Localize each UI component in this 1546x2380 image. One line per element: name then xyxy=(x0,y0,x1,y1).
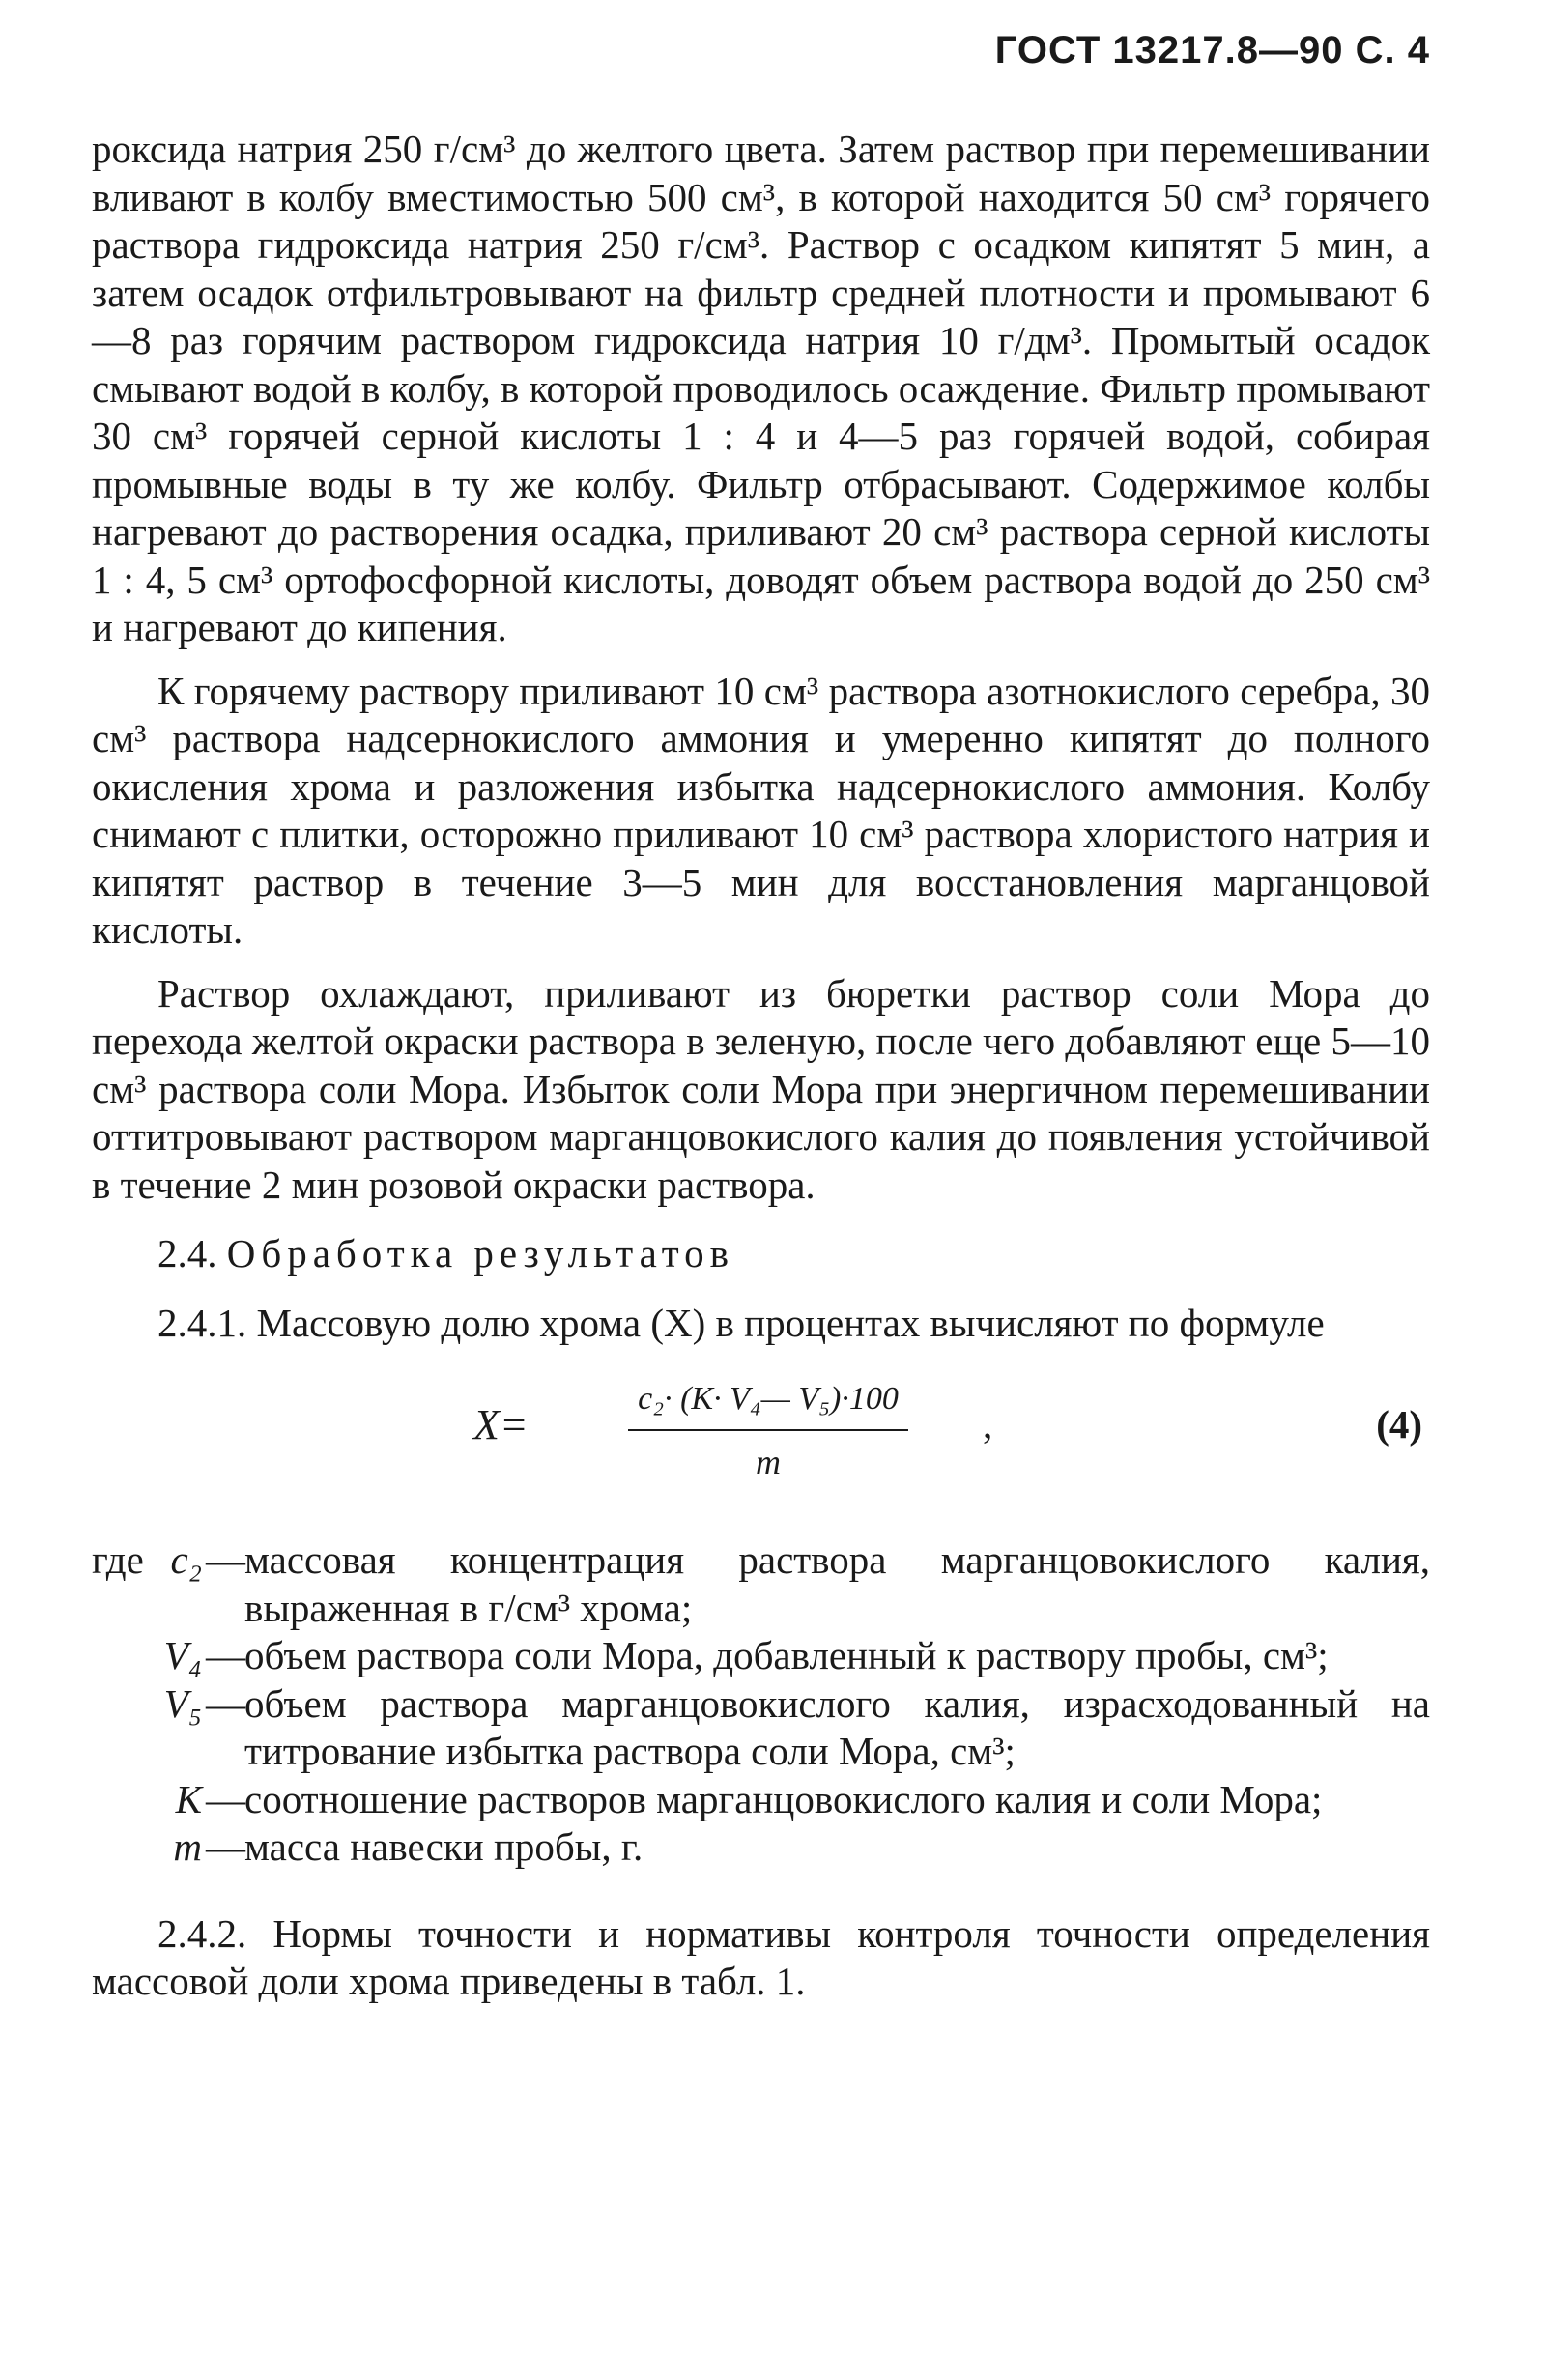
clause-2-4-2: 2.4.2. Нормы точности и нормативы контроля точности определения массовой доли хрома приведены в табл. 1. xyxy=(92,1910,1430,2003)
definition-symbol: V₅ xyxy=(163,1680,202,1726)
formula-comma: , xyxy=(983,1402,993,1447)
definition-text: масса навески пробы, г. xyxy=(244,1824,644,1869)
definition-symbol: m xyxy=(173,1824,202,1869)
standard-header: ГОСТ 13217.8—90 С. 4 xyxy=(994,29,1430,72)
variable-definitions xyxy=(92,1536,1430,1872)
definition-row xyxy=(92,1776,1430,1824)
definition-text: объем раствора соли Мора, добавленный к раствору пробы, см³; xyxy=(244,1633,1329,1677)
definition-symbol: V₄ xyxy=(163,1633,202,1677)
formula-number: (4) xyxy=(1376,1402,1422,1447)
formula-4 xyxy=(92,1362,1430,1507)
definition-text: соотношение растворов марганцовокислого калия и соли Мора; xyxy=(244,1776,1323,1821)
where-label: где xyxy=(92,1537,144,1582)
definition-dash: — xyxy=(206,1776,245,1821)
definition-symbol: K xyxy=(175,1776,202,1821)
definition-text: объем раствора марганцовокислого калия, израсходованный на титрование избытка раствора соли Мора, см³; xyxy=(244,1680,1430,1773)
paragraph-1: роксида натрия 250 г/см³ до желтого цвета. Затем раствор при перемешивании вливают в колбу вместимостью 500 см³, в которой находится 50 см³ горячего раствора гидроксида натрия 250 г/см³. Раствор с осадком кипятят 5 мин, а затем осадок отфильтровывают на фильтр средней плотности и промывают 6—8 раз горячим раствором гидроксида натрия 10 г/дм³. Промытый осадок смывают водой в колбу, в которой проводилось осаждение. Фильтр промывают 30 см³ горячей серной кислоты 1 : 4 и 4—5 раз горячей водой, собирая промывные воды в ту же колбу. Фильтр отбрасывают. Содержимое колбы нагревают до растворения осадка, приливают 20 см³ раствора серной кислоты 1 : 4, 5 см³ ортофосфорной кислоты, доводят объем раствора водой до 250 см³ и нагревают до кипения. xyxy=(92,127,1430,649)
section-heading xyxy=(92,1230,1430,1278)
section-number: 2.4. xyxy=(157,1231,217,1276)
definition-text: массовая концентрация раствора марганцовокислого калия, выраженная в г/см³ хрома; xyxy=(244,1537,1430,1630)
formula-lhs: X= xyxy=(473,1401,529,1448)
definition-dash: — xyxy=(206,1824,245,1869)
definition-row xyxy=(92,1632,1430,1680)
paragraph-2: К горячему раствору приливают 10 см³ раствора азотнокислого серебра, 30 см³ раствора надсернокислого аммония и умеренно кипятят до полного окисления хрома и разложения избытка надсернокислого аммония. Колбу снимают с плитки, осторожно приливают 10 см³ раствора хлористого натрия и кипятят раствор в течение 3—5 мин для восстановления марганцовой кислоты. xyxy=(92,668,1430,952)
document-body xyxy=(92,126,1430,2022)
definition-dash: — xyxy=(206,1537,245,1582)
clause-2-4-1: 2.4.1. Массовую долю хрома (X) в процентах вычисляют по формуле xyxy=(157,1300,1325,1345)
definition-dash: — xyxy=(206,1633,245,1677)
paragraph-3: Раствор охлаждают, приливают из бюретки раствор соли Мора до перехода желтой окраски раствора в зеленую, после чего добавляют еще 5—10 см³ раствора соли Мора. Избыток соли Мора при энергичном перемешивании оттитровывают раствором марганцовокислого калия до появления устойчивой в течение 2 мин розовой окраски раствора. xyxy=(92,970,1430,1207)
section-title: Обработка результатов xyxy=(226,1231,735,1276)
definition-row xyxy=(92,1823,1430,1872)
definition-row xyxy=(92,1680,1430,1776)
formula-fraction xyxy=(556,1372,981,1486)
definition-row xyxy=(92,1536,1430,1632)
formula-numerator: c₂· (K· V₄— V₅)·100 xyxy=(628,1375,908,1431)
definition-dash: — xyxy=(206,1680,245,1726)
definition-symbol: c₂ xyxy=(170,1537,202,1582)
formula-denominator: m xyxy=(756,1442,781,1481)
